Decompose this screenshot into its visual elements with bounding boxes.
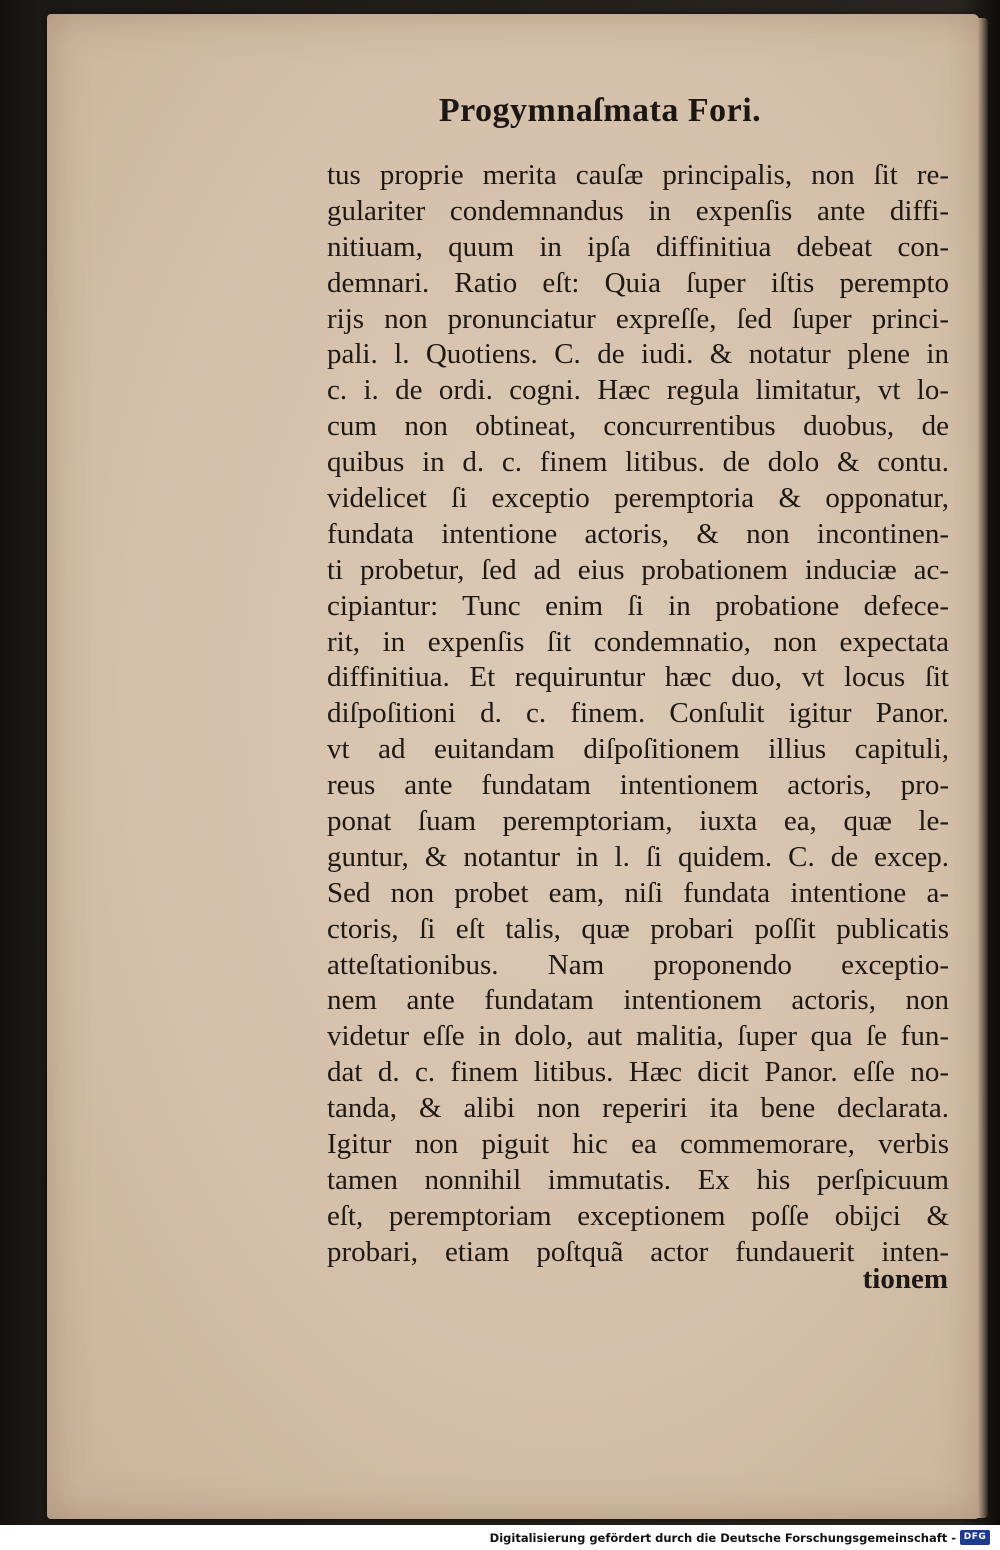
page-edge <box>978 18 988 1518</box>
dfg-logo: DFG <box>960 1530 990 1545</box>
text-line: diſpoſitioni d. c. finem. Conſulit igitur Panor. <box>327 697 949 730</box>
text-line: nem ante fundatam intentionem actoris, non <box>327 984 949 1017</box>
text-line: gulariter condemnandus in expenſis ante diffi- <box>327 194 949 227</box>
text-line: guntur, & notantur in l. ſi quidem. C. de excep. <box>327 840 949 873</box>
text-line: diffinitiua. Et requiruntur hæc duo, vt locus ſit <box>327 661 949 694</box>
text-line: dat d. c. finem litibus. Hæc dicit Panor. eſſe no- <box>327 1056 949 1089</box>
body-text <box>327 158 949 1271</box>
text-line: tus proprie merita cauſæ principalis, non ſit re- <box>327 159 949 191</box>
text-line: rijs non pronunciatur expreſſe, ſed ſuper princi- <box>327 302 949 335</box>
text-line: fundata intentione actoris, & non incontinen- <box>327 517 949 550</box>
text-line: ponat ſuam peremptoriam, iuxta ea, quæ le- <box>327 805 949 838</box>
text-line: reus ante fundatam intentionem actoris, pro- <box>327 769 949 802</box>
text-line: nitiuam, quum in ipſa diffinitiua debeat con- <box>327 230 949 263</box>
text-line: videlicet ſi exceptio peremptoria & opponatur, <box>327 482 949 515</box>
text-line: quibus in d. c. finem litibus. de dolo & contu. <box>327 446 949 479</box>
text-line: cipiantur: Tunc enim ſi in probatione defece- <box>327 589 949 622</box>
text-line: tamen nonnihil immutatis. Ex his perſpicuum <box>327 1163 949 1196</box>
catchword: tionem <box>862 1263 948 1295</box>
text-line: Sed non probet eam, niſi fundata intentione a- <box>327 876 949 909</box>
text-line: tanda, & alibi non reperiri ita bene declarata. <box>327 1092 949 1125</box>
running-head: Progymnaſmata Fori. <box>438 92 762 129</box>
text-line: ctoris, ſi eſt talis, quæ probari poſſit publicatis <box>327 912 949 945</box>
text-line: rit, in expenſis ſit condemnatio, non expectata <box>327 625 949 658</box>
text-line: demnari. Ratio eſt: Quia ſuper iſtis perempto <box>327 266 949 299</box>
text-line: ti probetur, ſed ad eius probationem induciæ ac- <box>327 553 949 586</box>
text-line: pali. l. Quotiens. C. de iudi. & notatur plene in <box>327 338 949 371</box>
text-line: eſt, peremptoriam exceptionem poſſe obijci & <box>327 1199 949 1232</box>
text-line: vt ad euitandam diſpoſitionem illius capituli, <box>327 733 949 766</box>
text-line: c. i. de ordi. cogni. Hæc regula limitatur, vt lo- <box>327 374 949 407</box>
text-line: videtur eſſe in dolo, aut malitia, ſuper qua ſe fun- <box>327 1020 949 1053</box>
text-line: probari, etiam poſtquã actor fundauerit inten- <box>327 1235 949 1268</box>
text-line: Igitur non piguit hic ea commemorare, verbis <box>327 1128 949 1161</box>
text-line: atteſtationibus. Nam proponendo exceptio- <box>327 948 949 981</box>
funding-note: Digitalisierung gefördert durch die Deutsche Forschungsgemeinschaft - <box>489 1531 956 1545</box>
text-line: cum non obtineat, concurrentibus duobus, de <box>327 410 949 443</box>
